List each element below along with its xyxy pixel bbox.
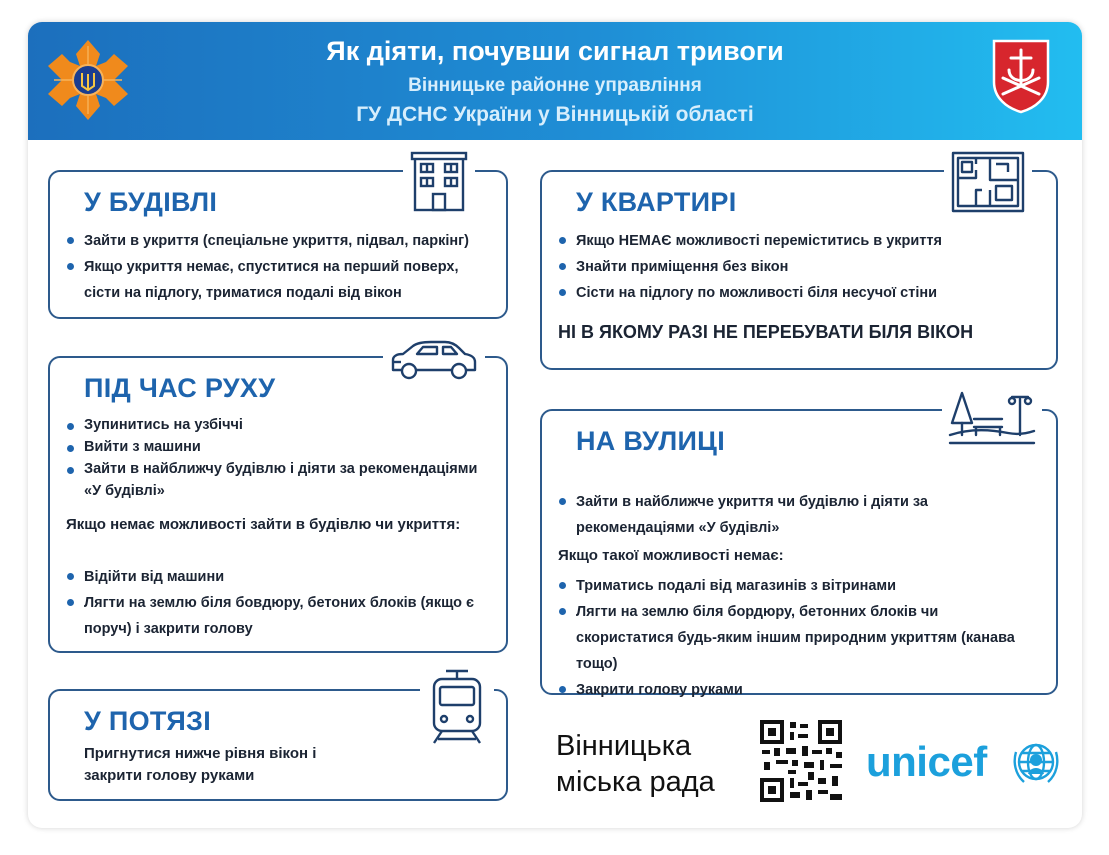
unicef-logo-text: unicef <box>866 738 987 785</box>
list-item: Знайти приміщення без вікон <box>558 254 1038 280</box>
section-street-list-2 <box>558 573 1028 703</box>
list-item: Лягти на землю біля бовдюру, бетоних блоків (якщо є поруч) і закрити голову <box>66 590 486 642</box>
section-street-title: НА ВУЛИЦІ <box>576 426 726 456</box>
car-icon <box>389 338 479 382</box>
section-train-title: У ПОТЯЗІ <box>84 706 212 736</box>
vinnytsia-coat-of-arms-icon <box>991 38 1051 114</box>
header-banner <box>28 22 1082 140</box>
list-item: Лягти на землю біля бордюру, бетонних блоків чи скористатися будь-яким іншим природним укриттям (канава тощо) <box>558 599 1028 677</box>
section-apartment-list <box>558 228 1038 306</box>
page-title: Як діяти, почувши сигнал тривоги <box>326 36 784 66</box>
section-apartment-warning: НІ В ЯКОМУ РАЗІ НЕ ПЕРЕБУВАТИ БІЛЯ ВІКОН <box>558 322 974 342</box>
list-item: Закрити голову руками <box>558 677 1028 703</box>
section-building-list <box>66 228 486 306</box>
unicef-globe-icon <box>1012 738 1060 786</box>
list-item: Якщо НЕМАЄ можливості переміститись в укриття <box>558 228 1038 254</box>
organization-name-line2: ГУ ДСНС України у Вінницькій області <box>356 103 754 126</box>
park-bench-icon <box>948 389 1036 451</box>
floor-plan-icon <box>950 150 1026 214</box>
list-item: Якщо укриття немає, спуститися на перший поверх, сісти на підлогу, триматися подалі від вікон <box>66 254 486 306</box>
poster <box>28 22 1082 828</box>
section-train-text: Пригнутися нижче рівня вікон і закрити голову руками <box>84 745 317 784</box>
section-moving <box>48 356 508 653</box>
list-item: Відійти від машини <box>66 564 486 590</box>
section-moving-list-2 <box>66 564 486 642</box>
section-street <box>540 409 1058 698</box>
section-moving-title: ПІД ЧАС РУХУ <box>84 373 276 403</box>
list-item: Триматись подалі від магазинів з вітринами <box>558 573 1028 599</box>
section-street-note: Якщо такої можливості немає: <box>558 547 784 564</box>
list-item: Зайти в укриття (спеціальне укриття, підвал, паркінг) <box>66 228 486 254</box>
list-item: Зайти в найближче укриття чи будівлю і діяти за рекомендаціями «У будівлі» <box>558 489 1028 541</box>
section-apartment-title: У КВАРТИРІ <box>576 187 737 217</box>
list-item: Зупинитись на узбіччі <box>66 414 486 436</box>
train-icon <box>426 667 488 747</box>
section-moving-note: Якщо немає можливості зайти в будівлю чи укриття: <box>66 516 461 533</box>
organization-name-line1: Вінницьке районне управління <box>408 75 702 96</box>
section-street-list <box>558 489 1028 541</box>
city-council-line2: міська рада <box>556 766 715 798</box>
building-icon <box>409 150 469 212</box>
section-building <box>48 170 508 319</box>
section-train <box>48 689 508 801</box>
section-apartment <box>540 170 1058 370</box>
city-council-line1: Вінницька <box>556 730 692 762</box>
list-item: Сісти на підлогу по можливості біля несучої стіни <box>558 280 1038 306</box>
list-item: Вийти з машини <box>66 436 486 458</box>
list-item: Зайти в найближчу будівлю і діяти за рекомендаціями «У будівлі» <box>66 458 486 502</box>
qr-code-icon <box>760 720 842 802</box>
section-building-title: У БУДІВЛІ <box>84 187 218 217</box>
section-moving-list <box>66 414 486 502</box>
city-council-logo <box>556 728 715 800</box>
